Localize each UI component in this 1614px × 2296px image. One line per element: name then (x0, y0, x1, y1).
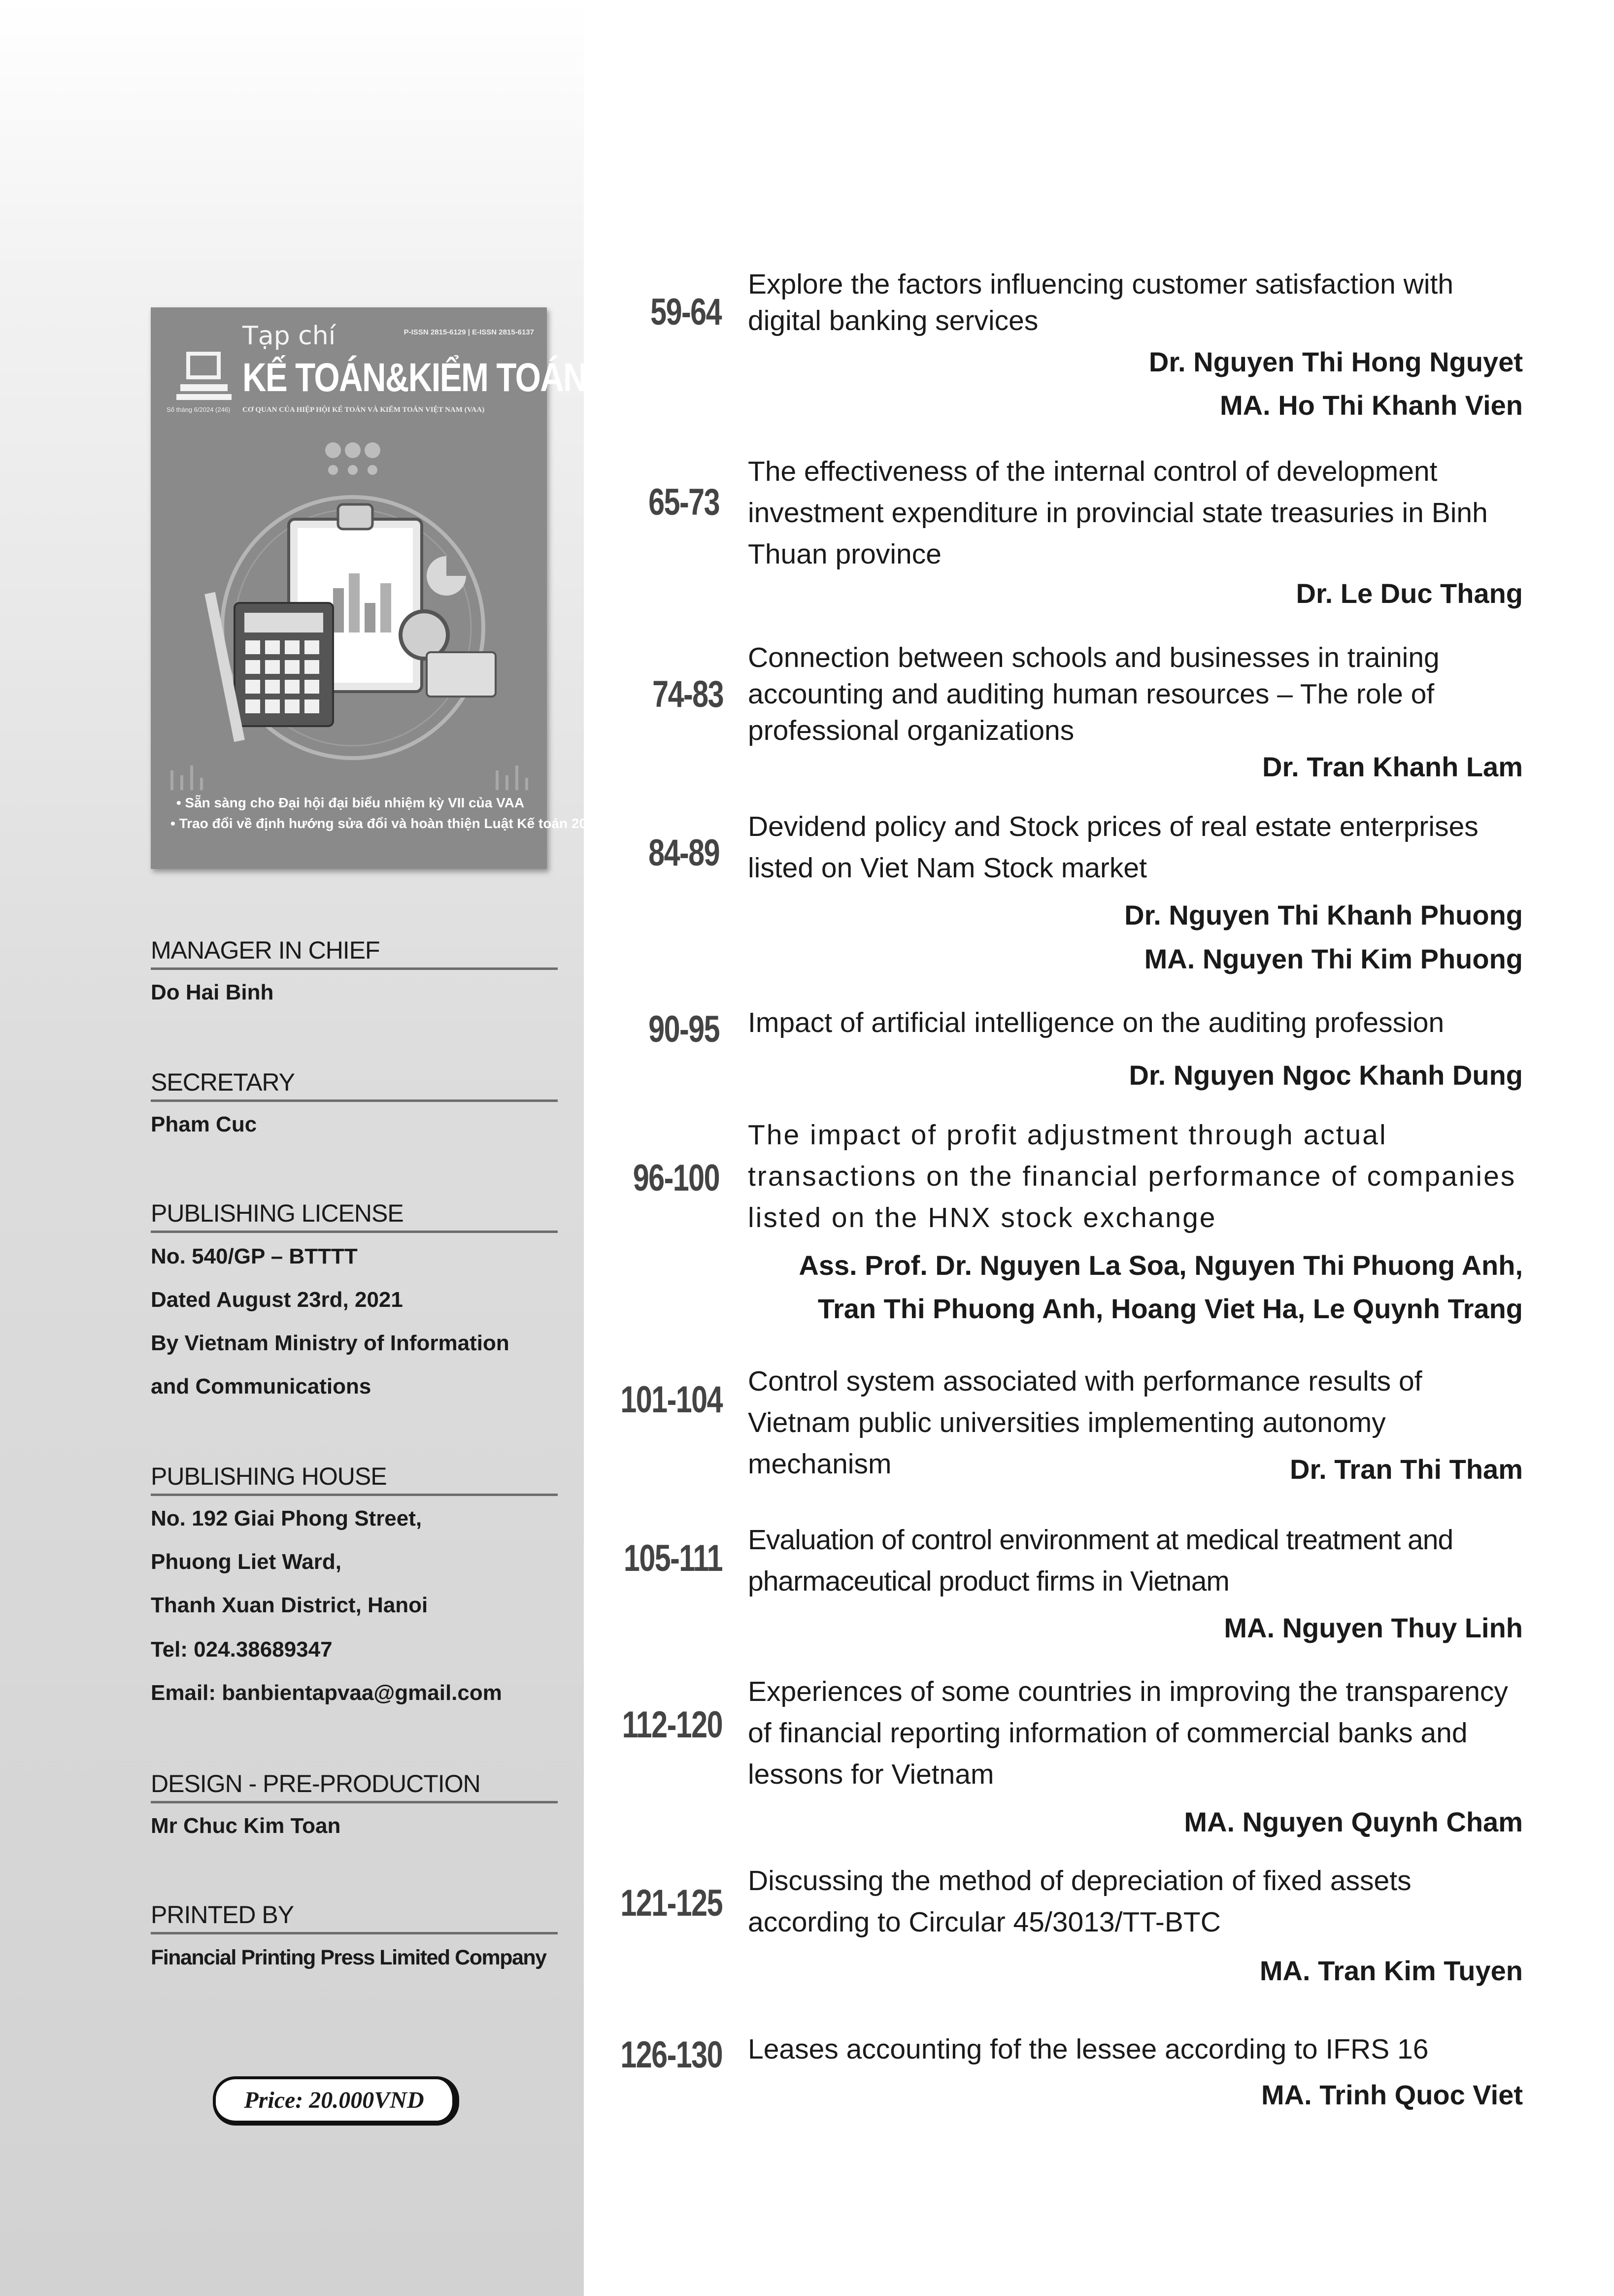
toc-author: MA. Ho Thi Khanh Vien (1220, 390, 1523, 421)
toc-pages: 101-104 (620, 1379, 722, 1421)
house-line: Thanh Xuan District, Hanoi (151, 1593, 428, 1617)
design-heading: DESIGN - PRE-PRODUCTION (151, 1769, 558, 1803)
toc-author: Dr. Nguyen Thi Hong Nguyet (1148, 346, 1523, 377)
toc-title: Evaluation of control environment at medical treatment and pharmaceutical product firms in Vietnam (748, 1524, 1453, 1597)
house-line: Phuong Liet Ward, (151, 1550, 341, 1574)
toc-title: Connection between schools and businesses in training accounting and auditing human resources – The role of professional organizations (748, 642, 1440, 746)
license-heading: PUBLISHING LICENSE (151, 1199, 558, 1233)
toc-pages: 59-64 (650, 291, 721, 333)
toc-title: Control system associated with performance results of Vietnam public universities implementing autonomy mechanism (748, 1365, 1422, 1480)
house-phone: Tel: 024.38689347 (151, 1637, 333, 1662)
cover-org: CƠ QUAN CỦA HIỆP HỘI KẾ TOÁN VÀ KIỂM TOÁN VIỆT NAM (VAA) (242, 406, 485, 414)
cover-label: Tạp chí (242, 321, 336, 351)
cover-headline-2: • Trao đổi về định hướng sửa đổi và hoàn thiện Luật Kế toán 2015 (170, 816, 603, 831)
house-heading: PUBLISHING HOUSE (151, 1462, 558, 1496)
cover-brand: KẾ TOÁN&KIỂM TOÁN (242, 355, 587, 400)
toc-author: Dr. Nguyen Thi Khanh Phuong (1124, 899, 1523, 931)
magazine-cover (151, 307, 603, 869)
toc-title: The impact of profit adjustment through actual transactions on the financial performance of companies listed on the HNX stock exchange (748, 1119, 1516, 1233)
toc-author: Dr. Tran Thi Tham (1290, 1454, 1523, 1485)
toc-pages: 90-95 (648, 1008, 719, 1050)
cover-headline-1: • Sẵn sàng cho Đại hội đại biểu nhiệm kỳ VII của VAA (176, 795, 525, 810)
license-line: Dated August 23rd, 2021 (151, 1288, 403, 1312)
toc-title: Impact of artificial intelligence on the auditing profession (748, 1007, 1445, 1038)
toc-author: Dr. Le Duc Thang (1296, 578, 1523, 609)
toc-author: MA. Nguyen Thuy Linh (1224, 1612, 1523, 1643)
cover-issue: Số tháng 6/2024 (246) (167, 406, 231, 413)
toc-title: Experiences of some countries in improving the transparency of financial reporting information of commercial banks and lessons for Vietnam (748, 1676, 1508, 1790)
toc-title: Discussing the method of depreciation of fixed assets according to Circular 45/3013/TT-BTC (748, 1865, 1412, 1938)
toc-pages: 84-89 (648, 832, 719, 874)
toc-pages: 105-111 (623, 1537, 722, 1579)
toc-author: MA. Trinh Quoc Viet (1261, 2079, 1523, 2110)
house-line: No. 192 Giai Phong Street, (151, 1506, 422, 1531)
toc-author: MA. Nguyen Quynh Cham (1184, 1806, 1523, 1837)
secretary-heading: SECRETARY (151, 1068, 558, 1102)
manager-name: Do Hai Binh (151, 980, 274, 1004)
toc-title: Leases accounting fof the lessee according to IFRS 16 (748, 2033, 1429, 2065)
toc-pages: 96-100 (633, 1157, 719, 1199)
cover-issn: P-ISSN 2815-6129 | E-ISSN 2815-6137 (404, 328, 534, 336)
price-badge: Price: 20.000VND (213, 2076, 459, 2126)
license-line: By Vietnam Ministry of Information (151, 1331, 509, 1355)
printed-heading: PRINTED BY (151, 1900, 558, 1934)
secretary-name: Pham Cuc (151, 1112, 257, 1136)
toc-pages: 126-130 (620, 2034, 722, 2076)
toc-pages: 121-125 (620, 1882, 722, 1924)
printed-name: Financial Printing Press Limited Company (151, 1946, 546, 1969)
toc-author: Dr. Tran Khanh Lam (1262, 751, 1523, 782)
design-name: Mr Chuc Kim Toan (151, 1814, 341, 1838)
toc-author: Tran Thi Phuong Anh, Hoang Viet Ha, Le Quynh Trang (817, 1293, 1523, 1324)
license-line: and Communications (151, 1374, 371, 1398)
toc-pages: 65-73 (648, 481, 719, 523)
house-email: Email: banbientapvaa@gmail.com (151, 1681, 502, 1705)
toc-pages: 112-120 (622, 1704, 722, 1746)
toc-author: Dr. Nguyen Ngoc Khanh Dung (1129, 1060, 1523, 1091)
toc-title: The effectiveness of the internal control of development investment expenditure in provincial state treasuries in Binh Thuan province (748, 456, 1488, 570)
toc-author: MA. Nguyen Thi Kim Phuong (1144, 943, 1523, 974)
manager-heading: MANAGER IN CHIEF (151, 936, 558, 970)
toc-title: Devidend policy and Stock prices of real estate enterprises listed on Viet Nam Stock market (748, 811, 1479, 884)
toc-title: Explore the factors influencing customer satisfaction with digital banking services (748, 268, 1454, 336)
toc-pages: 74-83 (652, 673, 723, 715)
toc-author: MA. Tran Kim Tuyen (1259, 1955, 1523, 1986)
toc-author: Ass. Prof. Dr. Nguyen La Soa, Nguyen Thi Phuong Anh, (799, 1250, 1523, 1281)
license-line: No. 540/GP – BTTTT (151, 1244, 358, 1268)
